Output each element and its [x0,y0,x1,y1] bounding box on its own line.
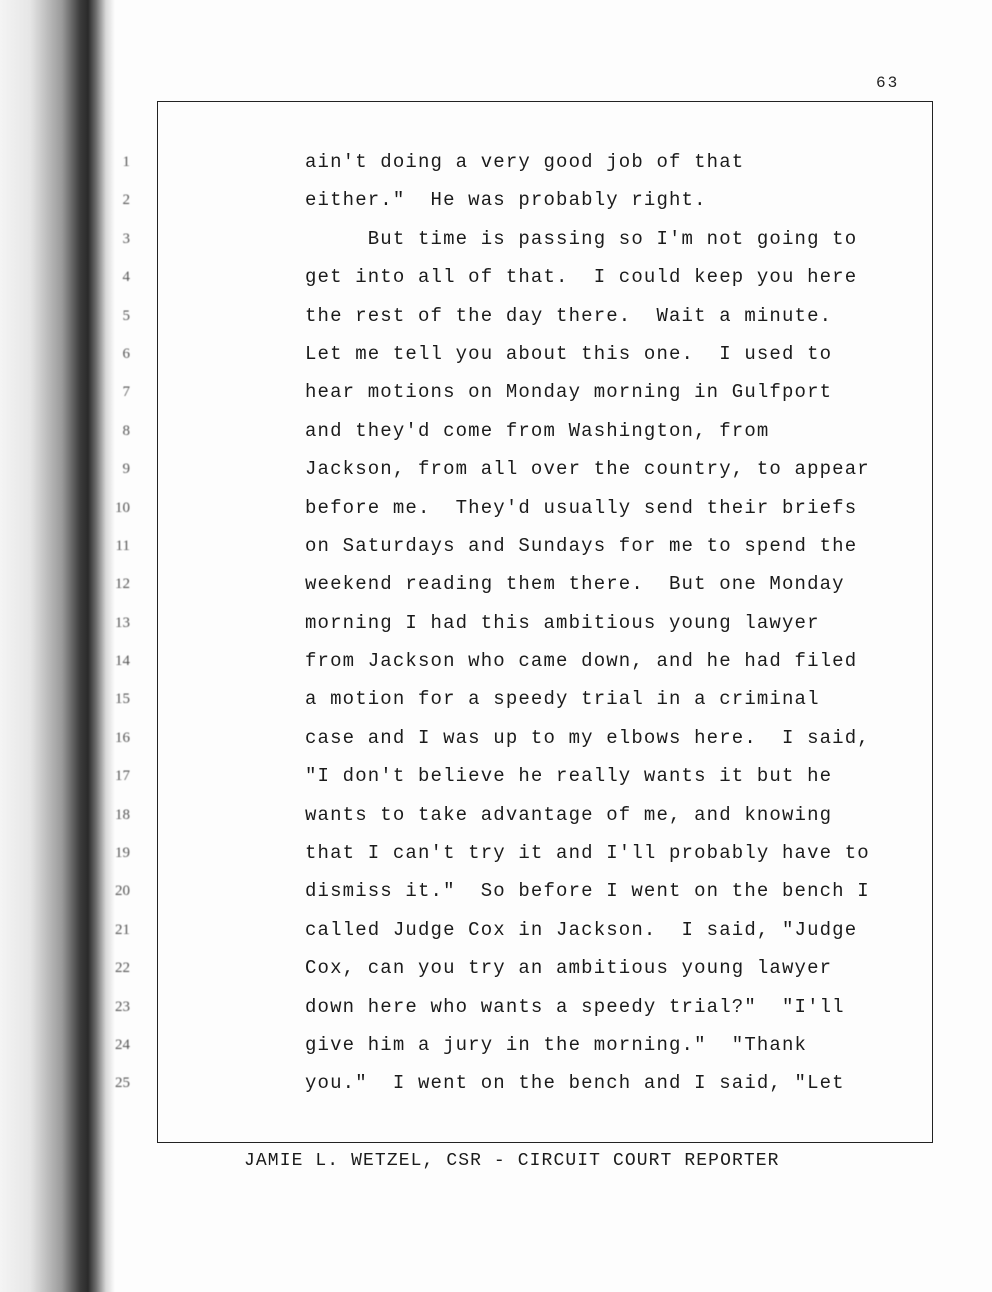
line-number: 17 [115,768,130,785]
line-number: 16 [115,729,130,746]
line-number: 21 [115,921,130,938]
transcript-line: hear motions on Monday morning in Gulfport [305,381,833,404]
line-number: 18 [115,806,130,823]
line-number: 7 [122,384,130,401]
line-number: 4 [122,269,130,286]
line-number: 8 [122,422,130,439]
transcript-line: dismiss it." So before I went on the bench I [305,880,870,903]
line-number: 14 [115,653,130,670]
transcript-line: But time is passing so I'm not going to [305,227,858,250]
reporter-footer: JAMIE L. WETZEL, CSR - CIRCUIT COURT REPORTER [244,1151,780,1171]
line-number: 11 [115,537,130,554]
transcript-line: the rest of the day there. Wait a minute. [305,304,833,327]
line-number: 22 [115,960,130,977]
transcript-text [305,145,905,1105]
transcript-line: on Saturdays and Sundays for me to spend the [305,534,858,557]
line-number: 15 [115,691,130,708]
transcript-line: either." He was probably right. [305,189,707,212]
transcript-line: before me. They'd usually send their briefs [305,496,858,519]
transcript-line: called Judge Cox in Jackson. I said, "Judge [305,918,858,941]
page-number: 63 [876,74,900,92]
transcript-line: ain't doing a very good job of that [305,151,745,173]
transcript-line: "I don't believe he really wants it but he [305,765,833,788]
line-number: 10 [115,499,130,516]
transcript-line: get into all of that. I could keep you here [305,266,858,289]
transcript-line: and they'd come from Washington, from [305,419,770,442]
line-number: 9 [122,461,130,478]
transcript-line: give him a jury in the morning." "Thank [305,1033,808,1056]
transcript-line: Cox, can you try an ambitious young lawyer [305,957,833,980]
line-number: 24 [115,1036,130,1053]
line-number: 2 [122,192,130,209]
transcript-line: weekend reading them there. But one Monday [305,573,845,596]
line-number: 25 [115,1075,130,1092]
transcript-line: you." I went on the bench and I said, "Let [305,1072,845,1095]
transcript-line: a motion for a speedy trial in a criminal [305,688,820,711]
line-number: 19 [115,845,130,862]
transcript-line: morning I had this ambitious young lawyer [305,611,820,634]
line-number-column [96,145,130,1105]
transcript-line: Let me tell you about this one. I used to [305,342,833,365]
transcript-line: down here who wants a speedy trial?" "I'll [305,995,845,1018]
line-number: 23 [115,998,130,1015]
line-number: 6 [122,345,130,362]
transcript-line: from Jackson who came down, and he had filed [305,650,858,673]
line-number: 1 [122,154,130,170]
transcript-line: Jackson, from all over the country, to appear [305,458,870,481]
transcript-line: case and I was up to my elbows here. I said, [305,726,870,749]
transcript-line: wants to take advantage of me, and knowing [305,803,833,826]
transcript-line: that I can't try it and I'll probably have to [305,842,870,865]
line-number: 12 [115,576,130,593]
line-number: 20 [115,883,130,900]
line-number: 5 [122,307,130,324]
line-number: 13 [115,614,130,631]
line-number: 3 [122,230,130,247]
